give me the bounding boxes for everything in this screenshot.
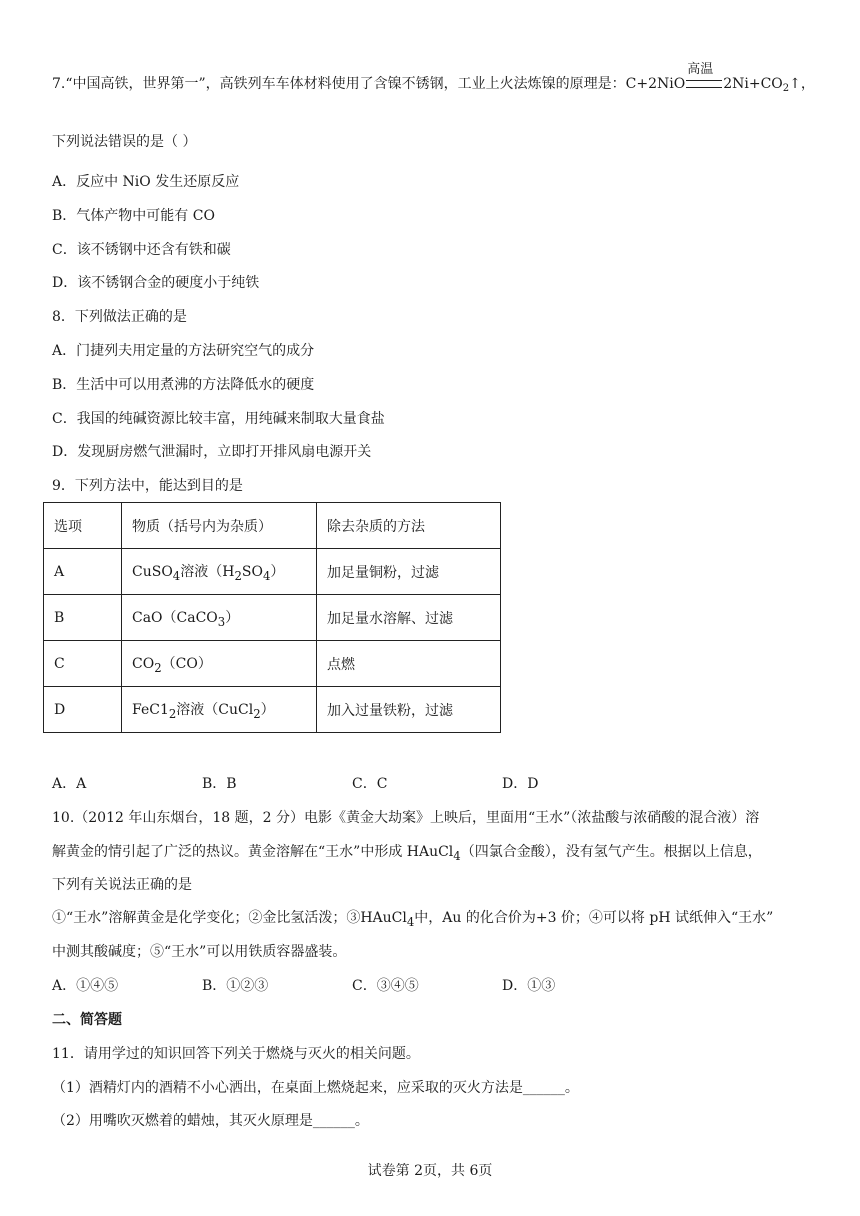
q7-products: 2Ni+CO bbox=[723, 76, 783, 92]
section-heading: 二、简答题 bbox=[52, 1012, 122, 1028]
q10-line-3: 下列有关说法正确的是 bbox=[52, 877, 192, 893]
row-substance: CaO（CaCO$_3$） bbox=[122, 595, 317, 641]
table-row bbox=[44, 595, 501, 641]
q10-option-a: A．①④⑤ bbox=[52, 978, 119, 994]
q10-line-5: 中测其酸碱度；⑤“王水”可以用铁质容器盛装。 bbox=[52, 944, 347, 960]
q10-line-4: ①“王水”溶解黄金是化学变化；②金比氢活泼；③HAuCl$_4$中，Au 的化合价为+3 价；④可以将 pH 试纸伸入“王水” bbox=[52, 910, 774, 929]
q11-sub-2: （2）用嘴吹灭燃着的蜡烛，其灭火原理是______。 bbox=[52, 1113, 369, 1129]
q10-line-2: 解黄金的情引起了广泛的热议。黄金溶解在“王水”中形成 HAuCl$_4$（四氯合金酸），没有氢气产生。根据以上信息， bbox=[52, 844, 762, 863]
row-method: 加足量铜粉，过滤 bbox=[317, 549, 501, 595]
q9-option-d: D．D bbox=[502, 776, 539, 792]
header-method: 除去杂质的方法 bbox=[317, 503, 501, 549]
q9-table bbox=[43, 502, 501, 733]
q11-stem: 11．请用学过的知识回答下列关于燃烧与灭火的相关问题。 bbox=[52, 1046, 420, 1062]
row-option: A bbox=[44, 549, 122, 595]
header-option: 选项 bbox=[44, 503, 122, 549]
reaction-condition: 高温 bbox=[687, 62, 714, 77]
q8-option-a: A．门捷列夫用定量的方法研究空气的成分 bbox=[52, 343, 315, 359]
row-method: 加足量水溶解、过滤 bbox=[317, 595, 501, 641]
q10-option-c: C．③④⑤ bbox=[352, 978, 419, 994]
q9-option-a: A．A bbox=[52, 776, 87, 792]
q7-stem bbox=[52, 62, 815, 99]
row-option: D bbox=[44, 687, 122, 733]
table-row bbox=[44, 687, 501, 733]
page-footer: 试卷第 2页，共 6页 bbox=[367, 1163, 493, 1179]
row-method: 点燃 bbox=[317, 641, 501, 687]
q9-option-b: B．B bbox=[202, 776, 237, 792]
q7-option-a: A．反应中 NiO 发生还原反应 bbox=[52, 174, 240, 190]
q7-stem-prefix: 7.“中国高铁，世界第一”，高铁列车车体材料使用了含镍不锈钢，工业上火法炼镍的原理是：C+2NiO bbox=[52, 76, 686, 92]
co2-subscript: 2 bbox=[782, 83, 790, 94]
table-row bbox=[44, 641, 501, 687]
q10-option-d: D．①③ bbox=[502, 978, 556, 994]
row-substance: $FeC1_2$溶液（CuCl$_2$） bbox=[122, 687, 317, 733]
q9-option-c: C．C bbox=[352, 776, 388, 792]
q7-option-d: D．该不锈钢合金的硬度小于纯铁 bbox=[52, 275, 260, 291]
equals-sign bbox=[686, 80, 722, 88]
q7-tail: ↑， bbox=[789, 76, 815, 92]
q10-options bbox=[52, 976, 652, 996]
q7-question: 下列说法错误的是（ ） bbox=[52, 134, 197, 150]
q10-line-1: 10.（2012 年山东烟台，18 题，2 分）电影《黄金大劫案》上映后，里面用“王水”（浓盐酸与浓硝酸的混合液）溶 bbox=[52, 810, 760, 826]
row-substance: $CO_2(CO)$ bbox=[122, 641, 317, 687]
q7-option-b: B．气体产物中可能有 CO bbox=[52, 208, 215, 224]
table-header-row bbox=[44, 503, 501, 549]
q9-stem: 9．下列方法中，能达到目的是 bbox=[52, 478, 243, 494]
header-substance: 物质（括号内为杂质） bbox=[122, 503, 317, 549]
q9-options bbox=[52, 774, 652, 794]
q7-option-c: C．该不锈钢中还含有铁和碳 bbox=[52, 242, 231, 258]
q8-option-d: D．发现厨房燃气泄漏时，立即打开排风扇电源开关 bbox=[52, 444, 372, 460]
row-option: B bbox=[44, 595, 122, 641]
reaction-condition-sign bbox=[685, 62, 723, 94]
row-option: C bbox=[44, 641, 122, 687]
q11-sub-1: （1）酒精灯内的酒精不小心洒出，在桌面上燃烧起来，应采取的灭火方法是______。 bbox=[52, 1080, 579, 1096]
row-method: 加入过量铁粉，过滤 bbox=[317, 687, 501, 733]
table-row bbox=[44, 549, 501, 595]
q10-option-b: B．①②③ bbox=[202, 978, 269, 994]
q8-option-c: C．我国的纯碱资源比较丰富，用纯碱来制取大量食盐 bbox=[52, 411, 385, 427]
q8-option-b: B．生活中可以用煮沸的方法降低水的硬度 bbox=[52, 377, 315, 393]
q8-stem: 8．下列做法正确的是 bbox=[52, 309, 187, 325]
row-substance: CuSO$_4$溶液$(H_2SO_4)$ bbox=[122, 549, 317, 595]
